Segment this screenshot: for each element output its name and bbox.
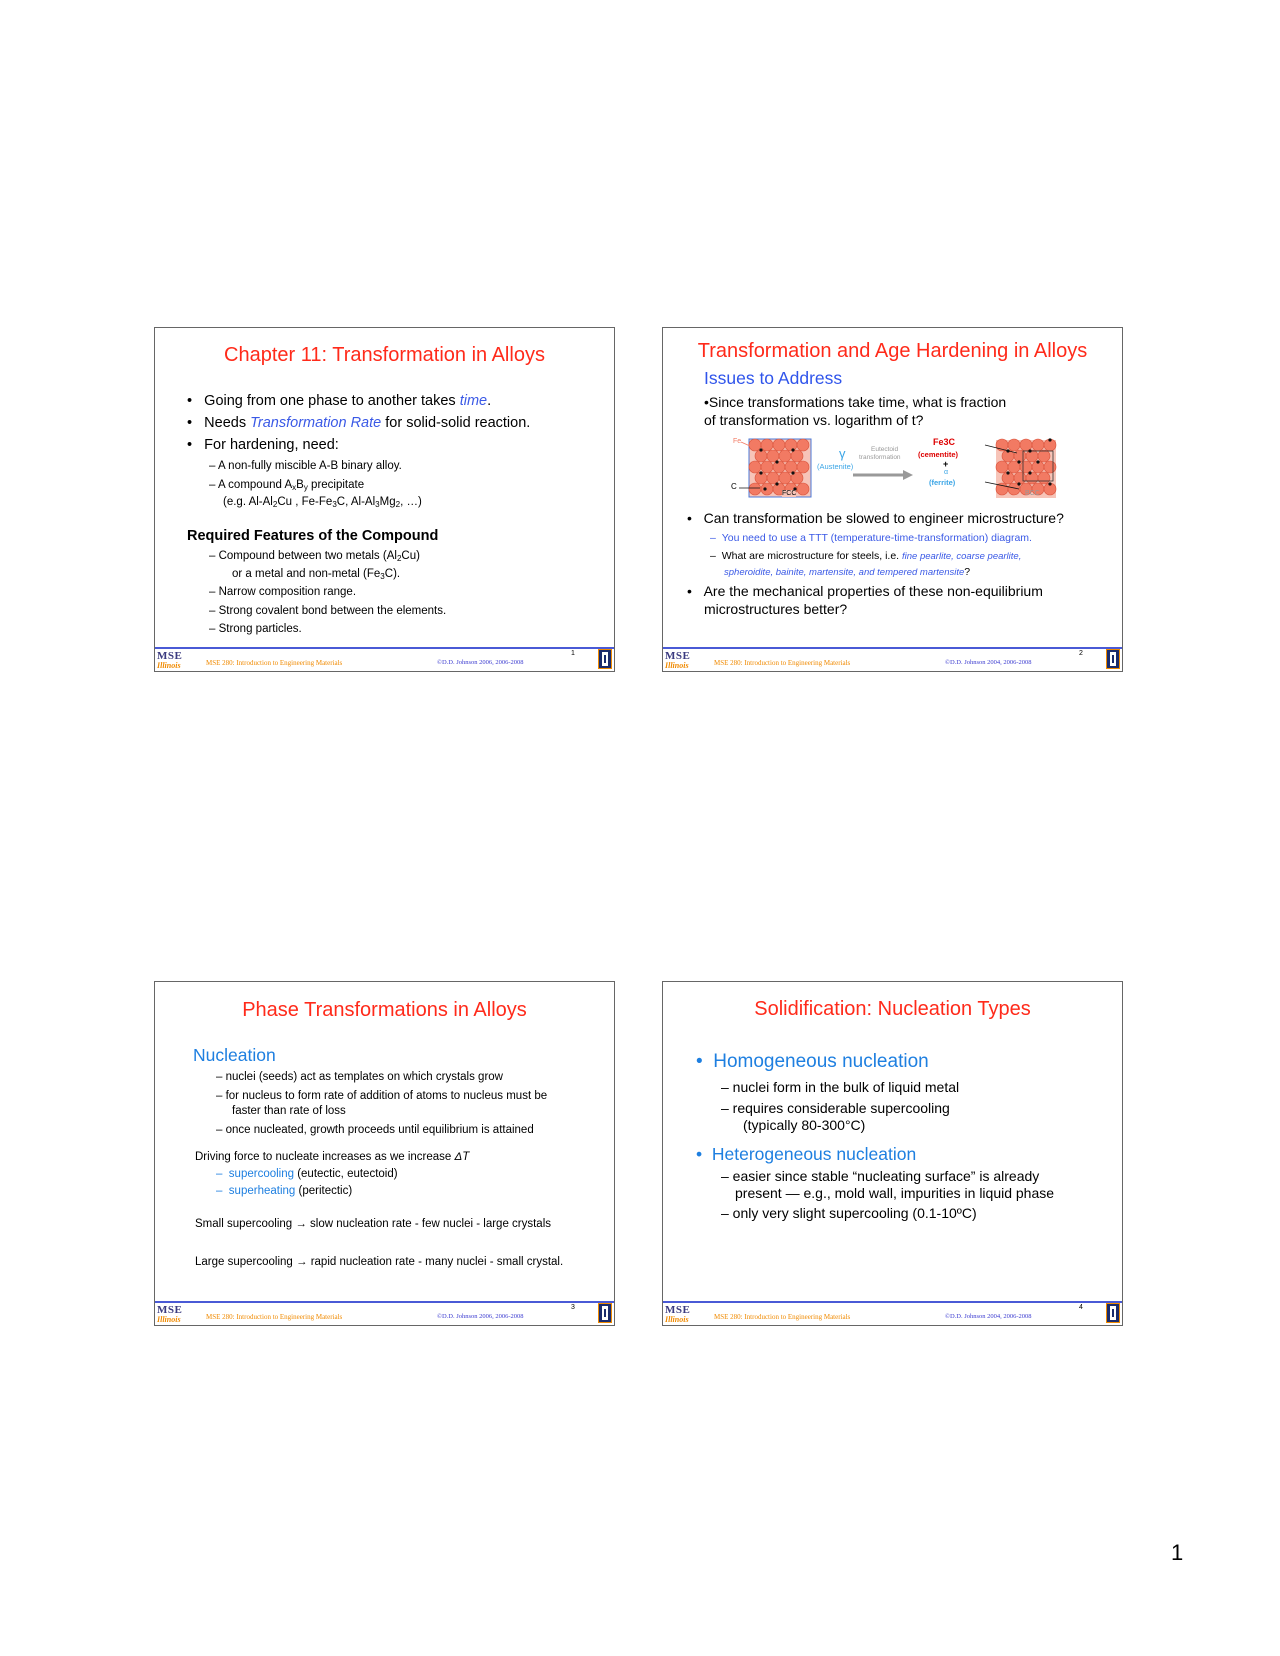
sub-bullet: – once nucleated, growth proceeds until equilibrium is attained [216, 1124, 534, 1136]
sub-bullet: – A compound $A_xB_y$ precipitate [209, 479, 365, 492]
slide-footer [663, 1299, 1122, 1325]
slide-2 [662, 327, 1123, 672]
fe3c-label: Fe3C [933, 437, 956, 447]
sub-bullet: – supercooling (eutectic, eutectoid) [216, 1168, 398, 1180]
sub-bullet-cont: (typically 80-300°C) [743, 1117, 866, 1133]
page-number: 1 [1171, 1540, 1184, 1565]
fcc-label: FCC [782, 490, 797, 497]
body-text: Large supercooling → rapid nucleation rate - many nuclei - small crystal. [195, 1256, 564, 1268]
copyright: ©D.D. Johnson 2006, 2006-2008 [437, 1313, 524, 1320]
question-line: •Since transformations take time, what is fraction [704, 394, 1007, 410]
course-name: MSE 280: Introduction to Engineering Materials [714, 659, 851, 667]
sub-bullet: – nuclei form in the bulk of liquid metal [721, 1079, 960, 1095]
illinois-i-icon [1106, 649, 1120, 669]
transformation-label: transformation [859, 454, 901, 461]
course-name: MSE 280: Introduction to Engineering Materials [206, 1313, 343, 1321]
plus-label: + [943, 459, 949, 469]
sub-bullet: – requires considerable supercooling [721, 1100, 950, 1116]
eutectoid-diagram [705, 437, 1095, 507]
course-name: MSE 280: Introduction to Engineering Materials [714, 1313, 851, 1321]
c-label: C [731, 482, 737, 491]
bullet: • Needs Transformation Rate for solid-solid reaction. [187, 415, 531, 431]
mse-logo: MSE Illinois [157, 1304, 183, 1324]
illinois-i-icon [598, 649, 612, 669]
slide-title: Solidification: Nucleation Types [754, 998, 1031, 1020]
slide-title: Phase Transformations in Alloys [242, 999, 527, 1021]
sub-bullet-cont: present — e.g., mold wall, impurities in liquid phase [735, 1185, 1055, 1201]
bcc-label: BCC [1025, 490, 1040, 497]
slide-number: 3 [571, 1304, 575, 1311]
course-name: MSE 280: Introduction to Engineering Materials [206, 659, 343, 667]
slide-1 [154, 327, 615, 672]
sub-bullet: – nuclei (seeds) act as templates on which crystals grow [216, 1071, 503, 1083]
slide-number: 4 [1079, 1304, 1083, 1311]
sub-bullet: – Strong covalent bond between the elements. [209, 605, 447, 617]
mse-logo: MSE Illinois [157, 650, 183, 670]
section-heading: Issues to Address [704, 368, 843, 388]
question-line: of transformation vs. logarithm of t? [704, 412, 924, 428]
slide-title: Transformation and Age Hardening in Alloys [697, 340, 1088, 362]
ferrite-label: (ferrite) [929, 478, 956, 487]
sub-bullet: – Compound between two metals $(Al_2Cu)$ [209, 550, 420, 563]
sub-bullet: – easier since stable “nucleating surface” is already [721, 1168, 1040, 1184]
slide-footer [155, 1299, 614, 1325]
austenite-label: (Austenite) [817, 462, 854, 471]
sub-bullet: – for nucleus to form rate of addition of atoms to nucleus must be [216, 1090, 548, 1102]
bullet: • For hardening, need: [187, 437, 339, 453]
sub-bullet: – superheating (peritectic) [216, 1185, 353, 1197]
bullet: • Going from one phase to another takes time. [187, 393, 492, 409]
fe-label: Fe [733, 438, 742, 445]
bullet: • Are the mechanical properties of these non-equilibrium [687, 583, 1043, 599]
slide-4 [662, 981, 1123, 1326]
slide-3 [154, 981, 615, 1326]
body-text: Small supercooling → slow nucleation rate - few nuclei - large crystals [195, 1218, 552, 1230]
gamma-label: γ [839, 446, 846, 461]
slide-title: Chapter 11: Transformation in Alloys [224, 344, 545, 366]
bullet: • Heterogeneous nucleation [696, 1144, 917, 1164]
slide-number: 1 [571, 650, 575, 657]
slide-footer [663, 645, 1122, 671]
sub-bullet: – only very slight supercooling (0.1-10ºC) [721, 1205, 977, 1221]
illinois-i-icon [598, 1303, 612, 1323]
section-heading: Required Features of the Compound [187, 528, 439, 544]
sub-bullet: (e.g. $Al-Al_2Cu$ , $Fe-Fe_3C$, $Al-Al_3Mg_2$, …) [223, 496, 422, 509]
sub-bullet: or a metal and non-metal $(Fe_3C)$. [232, 568, 401, 581]
bullet: • Can transformation be slowed to engineer microstructure? [687, 510, 1064, 526]
copyright: ©D.D. Johnson 2004, 2006-2008 [945, 1313, 1032, 1320]
copyright: ©D.D. Johnson 2004, 2006-2008 [945, 659, 1032, 666]
illinois-i-icon [1106, 1303, 1120, 1323]
copyright: ©D.D. Johnson 2006, 2006-2008 [437, 659, 524, 666]
bullet: • Homogeneous nucleation [696, 1051, 929, 1072]
sub-bullet: – What are microstructure for steels, i.e. fine pearlite, coarse pearlite, [710, 550, 1022, 562]
section-heading: Nucleation [193, 1045, 276, 1065]
sub-bullet: spheroidite, bainite, martensite, and tempered martensite? [724, 566, 971, 578]
slide-footer [155, 645, 614, 671]
sub-bullet: – Narrow composition range. [209, 586, 357, 598]
sub-bullet-cont: faster than rate of loss [232, 1105, 346, 1117]
mse-logo: MSE Illinois [665, 650, 691, 670]
eutectoid-label: Eutectoid [871, 446, 899, 453]
body-text: Driving force to nucleate increases as we increase ΔT [195, 1151, 470, 1163]
sub-bullet: – Strong particles. [209, 623, 302, 635]
sub-bullet: – You need to use a TTT (temperature-time-transformation) diagram. [710, 532, 1032, 544]
sub-bullet: – A non-fully miscible A-B binary alloy. [209, 460, 402, 472]
cementite-label: (cementite) [918, 450, 959, 459]
mse-logo: MSE Illinois [665, 1304, 691, 1324]
alpha-label: α [944, 469, 949, 476]
bullet-cont: microstructures better? [704, 601, 848, 617]
slide-number: 2 [1079, 650, 1083, 657]
